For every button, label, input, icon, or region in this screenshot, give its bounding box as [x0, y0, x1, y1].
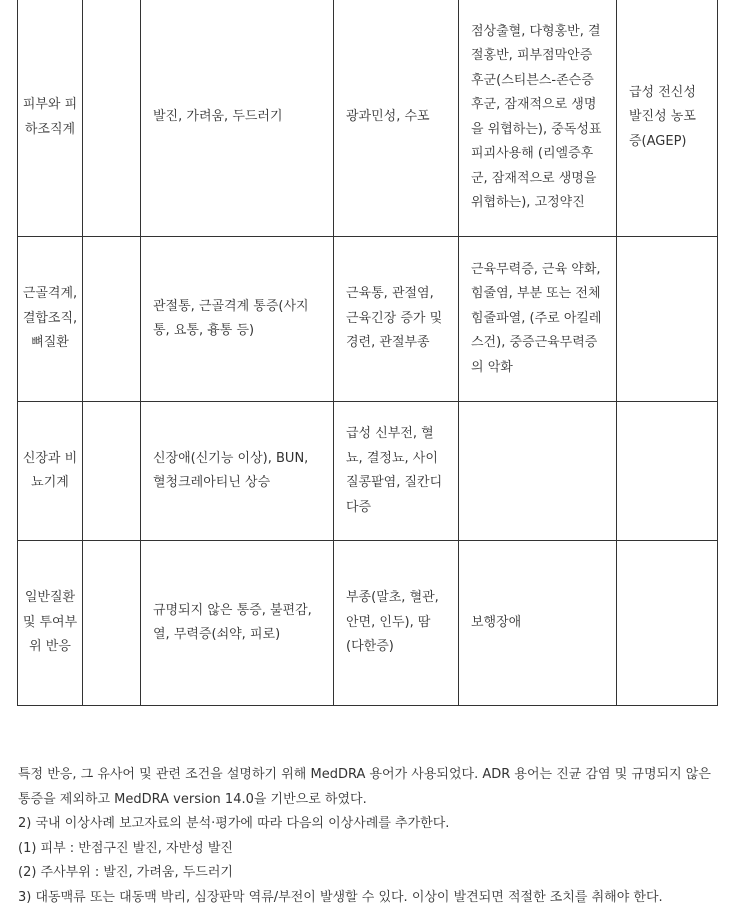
table-cell: 급성 신부전, 혈뇨, 결정뇨, 사이질콩팥염, 질칸디다증: [334, 402, 459, 541]
footnote-domestic-reports: 2) 국내 이상사례 보고자료의 분석·평가에 따라 다음의 이상사례를 추가한다.: [18, 816, 450, 831]
table-cell: [83, 237, 141, 402]
table-row: [18, 237, 718, 402]
table-cell: 근육통, 관절염, 근육긴장 증가 및 경련, 관절부종: [334, 237, 459, 402]
table-cell: [617, 237, 718, 402]
table-row: [18, 541, 718, 706]
table-cell: [459, 402, 617, 541]
table-row: [18, 0, 718, 237]
table-cell: 근육무력증, 근육 약화, 힘줄염, 부분 또는 전체 힘줄파열, (주로 아킬레스건), 중증근육무력증의 악화: [459, 237, 617, 402]
table-cell: 점상출혈, 다형홍반, 결절홍반, 피부점막안증후군(스티븐스-존슨증후군, 잠재적으로 생명을 위협하는), 중독성표피괴사용해 (리엘증후군, 잠재적으로 생명을 위협하는), 고정약진: [459, 0, 617, 237]
table-cell: 발진, 가려움, 두드러기: [141, 0, 334, 237]
footnote-meddra: 특정 반응, 그 유사어 및 관련 조건을 설명하기 위해 MedDRA 용어가 사용되었다. ADR 용어는 진균 감염 및 규명되지 않은 통증을 제외하고 MedDRA version 14.0을 기반으로 하였다.: [18, 767, 711, 807]
table-cell: [83, 0, 141, 237]
table-cell: 관절통, 근골격계 통증(사지통, 요통, 흉통 등): [141, 237, 334, 402]
table-cell: 규명되지 않은 통증, 불편감, 열, 무력증(쇠약, 피로): [141, 541, 334, 706]
footnote-injection-site: (2) 주사부위 : 발진, 가려움, 두드러기: [18, 865, 233, 880]
table-cell: 급성 전신성 발진성 농포증(AGEP): [617, 0, 718, 237]
organ-system-cell: 신장과 비뇨기계: [18, 402, 83, 541]
footnote-skin: (1) 피부 : 반점구진 발진, 자반성 발진: [18, 840, 233, 856]
table-cell: 부종(말초, 혈관, 안면, 인두), 땀(다한증): [334, 541, 459, 706]
table-cell: [83, 402, 141, 541]
organ-system-cell: 근골격계, 결합조직, 뼈질환: [18, 237, 83, 402]
footnotes: [18, 763, 723, 910]
table-cell: 광과민성, 수포: [334, 0, 459, 237]
table-cell: [617, 402, 718, 541]
adverse-reaction-table: [17, 0, 718, 706]
table-cell: 신장애(신기능 이상), BUN, 혈청크레아티닌 상승: [141, 402, 334, 541]
organ-system-cell: 일반질환 및 투여부위 반응: [18, 541, 83, 706]
table-cell: [83, 541, 141, 706]
table-cell: 보행장애: [459, 541, 617, 706]
organ-system-cell: 피부와 피하조직계: [18, 0, 83, 237]
table-cell: [617, 541, 718, 706]
footnote-aortic: 3) 대동맥류 또는 대동맥 박리, 심장판막 역류/부전이 발생할 수 있다. 이상이 발견되면 적절한 조치를 취해야 한다.: [18, 889, 663, 905]
table-row: [18, 402, 718, 541]
